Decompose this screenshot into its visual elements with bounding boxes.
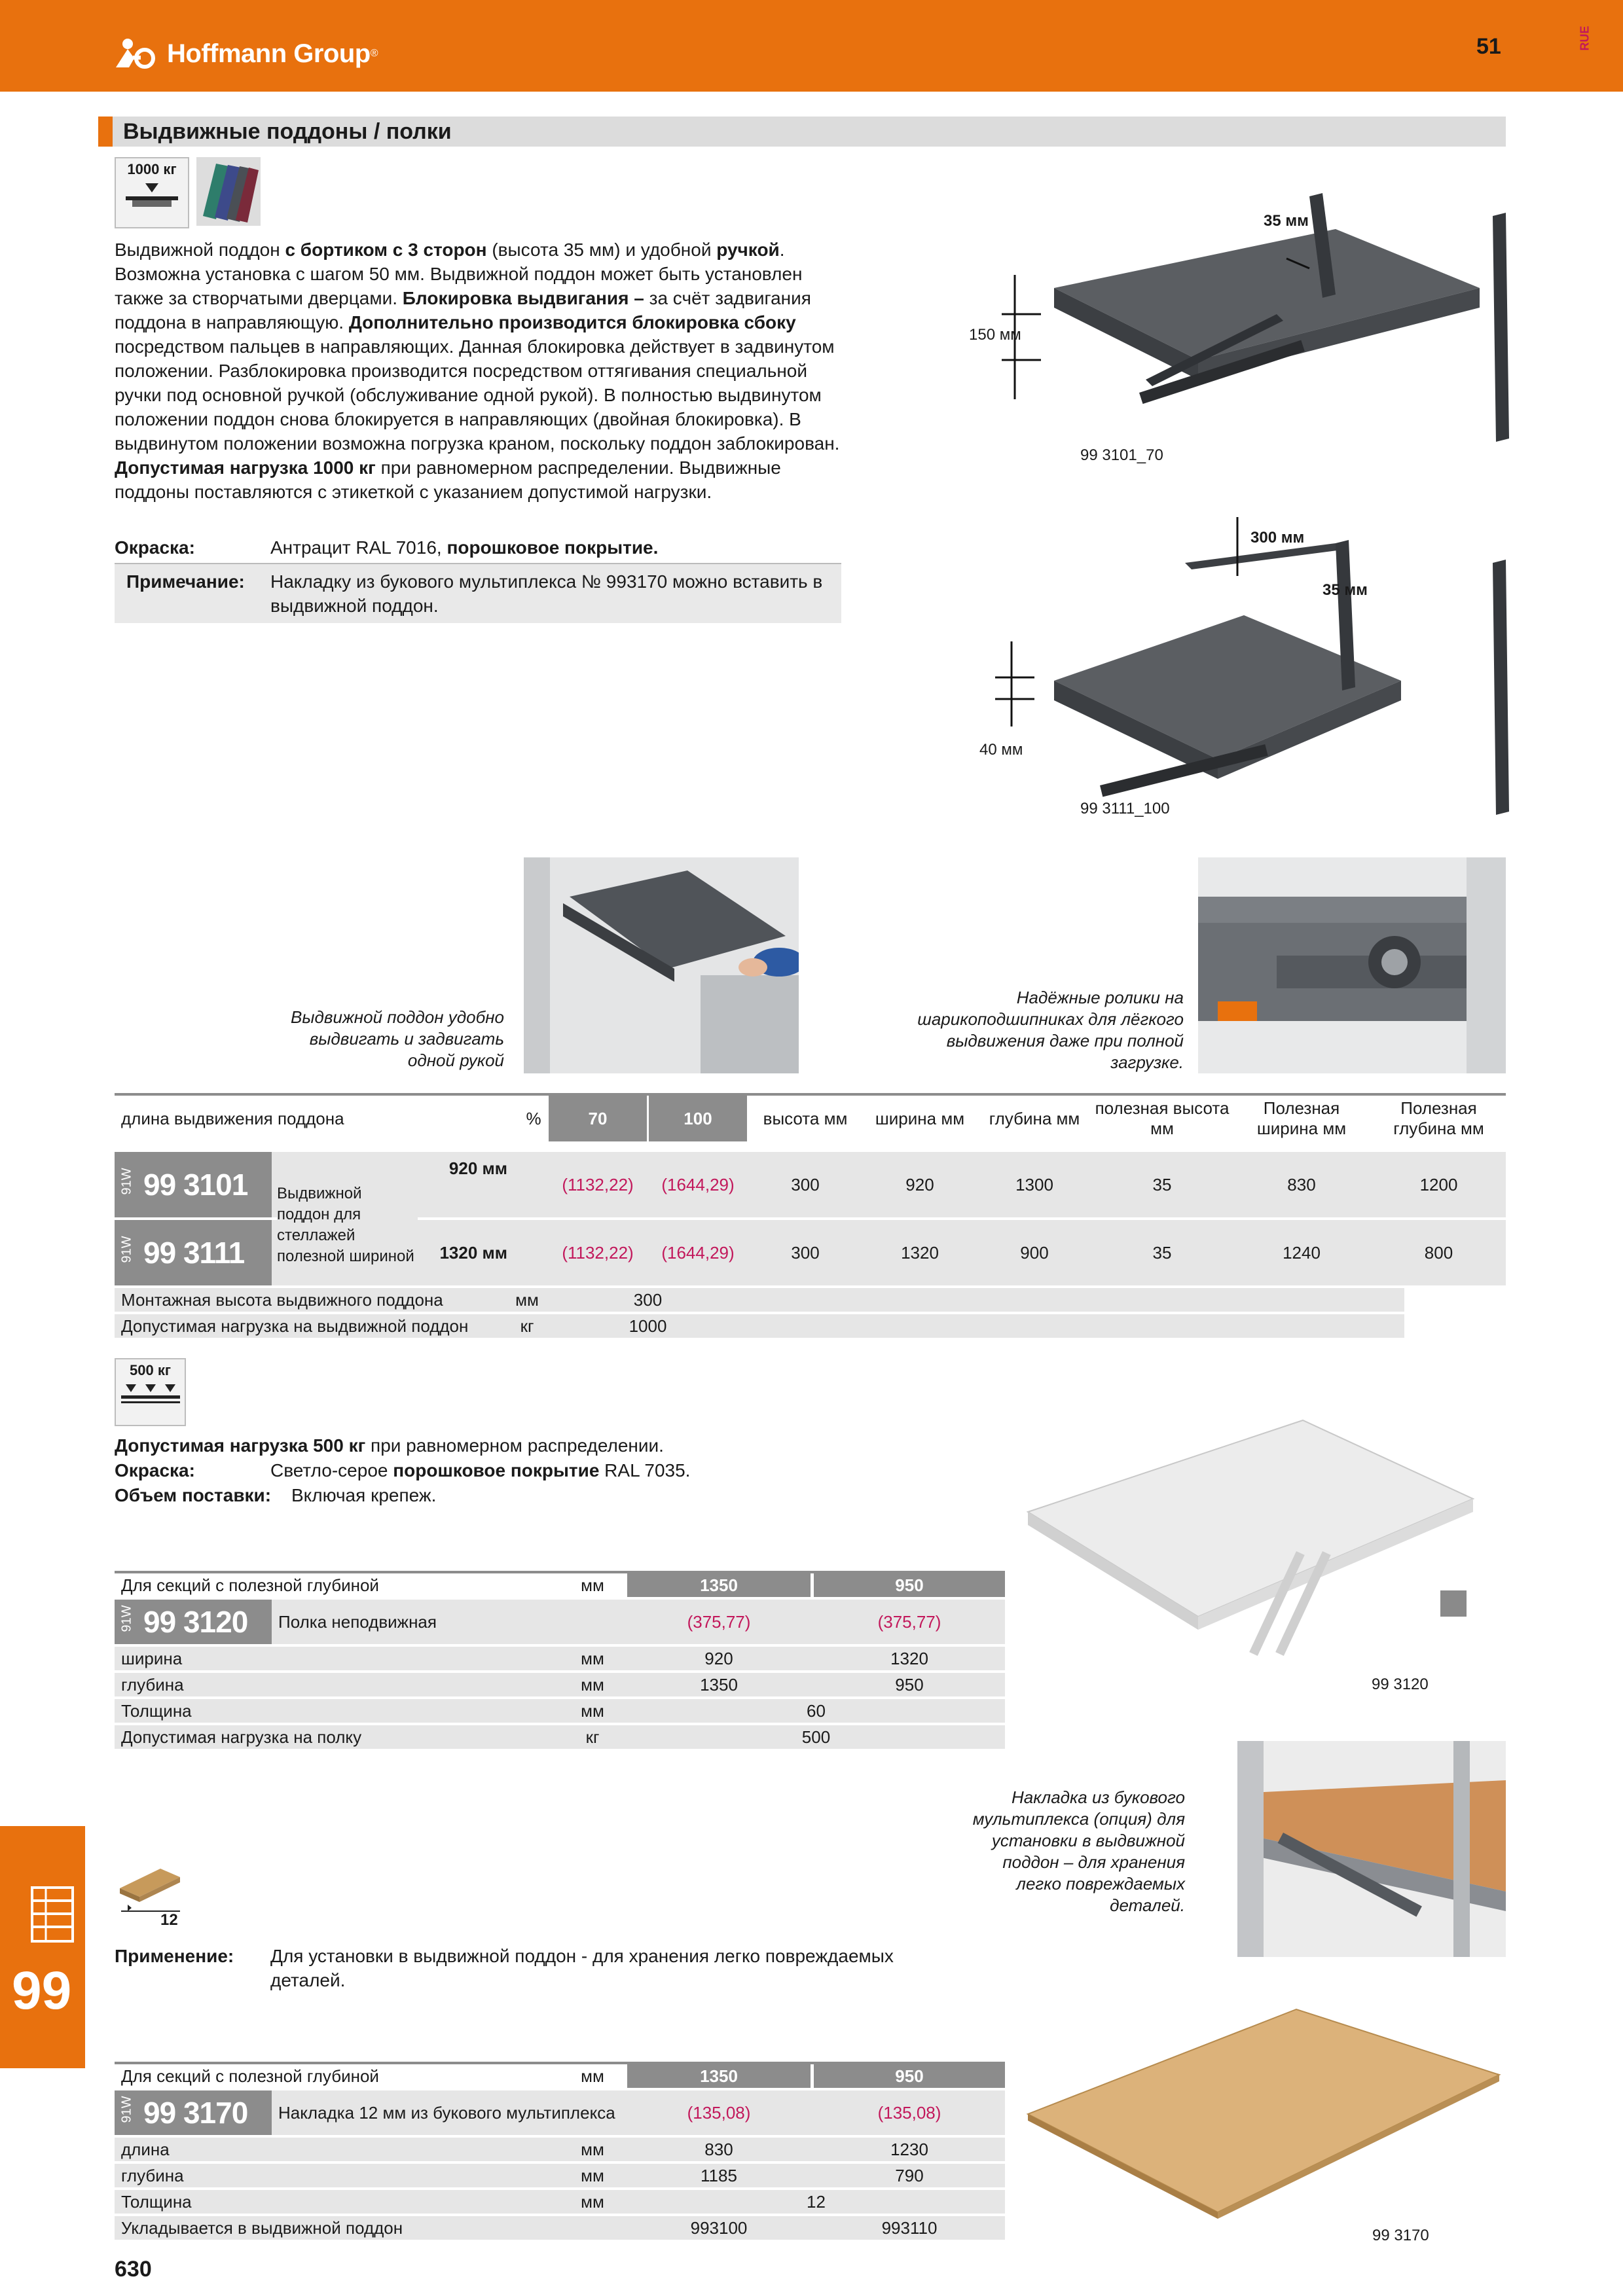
width-920: 920 мм	[448, 1158, 507, 1178]
brand-logo[interactable]: Hoffmann Group ®	[115, 34, 378, 73]
spec-v2: 1230	[890, 2139, 928, 2159]
shelf-image-993120	[1015, 1401, 1506, 1702]
spec-span: 500	[801, 1727, 831, 1747]
col-950[interactable]: 950	[814, 1573, 1005, 1597]
brand-name: Hoffmann Group	[167, 39, 371, 68]
spec-unit: кг	[585, 1727, 600, 1747]
product-name: Накладка 12 мм из букового мультиплекса	[278, 2102, 615, 2123]
image-code: 99 3120	[1372, 1676, 1429, 1693]
col-1350[interactable]: 1350	[627, 1573, 811, 1597]
color-swatches-image	[196, 157, 261, 226]
chapter-number: 99	[12, 1961, 72, 2020]
spec-v1: 1350	[700, 1674, 738, 1695]
shelf-rack-icon	[29, 1885, 75, 1944]
price-950[interactable]: (135,08)	[877, 2102, 941, 2123]
distributed-load-icon	[116, 1379, 185, 1415]
product-description: Выдвижной поддон с бортиком с 3 сторон (высота 35 мм) и удобной ручкой. Возможна установка с шагом 50 мм. Выдвижной поддон может быть установлен также за створчатыми дверцами. Блокировка выдвигания – за счёт задвигания поддона в направляющую. Дополнительно производится блокировка сбоку посредством пальцев в направляющих. Данная блокировка действует в задвинутом положении. Разблокировка производится посредством оттягивания специальной ручки под основной ручкой (обслуживание одной рукой). В полностью выдвинутом положении поддон снова блокируется в направляющих (двойная блокировка). В выдвинутом положении возможна погрузка краном, поскольку поддон заблокирован. Допустимая нагрузка 1000 кг при равномерном распределении. Выдвижные поддоны поставляются с этикеткой с указанием допустимой нагрузки.	[115, 240, 840, 502]
price-1350[interactable]: (135,08)	[687, 2102, 751, 2123]
spec-v2: 790	[895, 2165, 924, 2185]
thickness-label: 12	[160, 1911, 178, 1929]
dim-150mm: 150 мм	[969, 326, 1021, 344]
price-100[interactable]: (1644,29)	[661, 1242, 735, 1263]
spec-label: Допустимая нагрузка на полку	[121, 1727, 362, 1747]
page-number: 51	[1476, 34, 1501, 59]
shelf-paint-line: Окраска: Светло-серое порошковое покрытие RAL 7035.	[115, 1460, 691, 1480]
spec-v1: 993100	[690, 2217, 748, 2238]
image-code: 99 3101_70	[1080, 446, 1163, 464]
article-badge-993111[interactable]: 91W 99 3111	[115, 1220, 272, 1285]
dim-35mm-2: 35 мм	[1322, 581, 1368, 599]
spec-label: ширина	[121, 1648, 183, 1668]
article-badge-993101[interactable]: 91W 99 3101	[115, 1152, 272, 1217]
value-usable-depth: 1200	[1419, 1174, 1458, 1194]
tray-image-993101	[969, 164, 1519, 478]
spec-label: Толщина	[121, 1700, 192, 1721]
value-depth: 900	[1020, 1242, 1049, 1263]
col-header-height: высота мм	[763, 1108, 848, 1128]
spec-v2: 993110	[881, 2217, 938, 2238]
value-depth: 1300	[1015, 1174, 1053, 1194]
width-1320: 1320 мм	[439, 1242, 507, 1263]
spec-v1: 920	[704, 1648, 733, 1668]
value-usable-width: 830	[1287, 1174, 1316, 1194]
value-height: 300	[791, 1174, 820, 1194]
photo-plywood-in-tray	[1237, 1741, 1506, 1957]
depth-header-unit: мм	[581, 1575, 604, 1595]
value-usable-height: 35	[1152, 1174, 1172, 1194]
article-badge-993170[interactable]: 91W 99 3170	[115, 2090, 272, 2135]
col-header-travel: длина выдвижения поддона	[121, 1108, 344, 1128]
spec-label: глубина	[121, 2165, 184, 2185]
dim-40mm: 40 мм	[979, 741, 1023, 759]
spec-unit: мм	[581, 1674, 604, 1695]
image-code: 99 3111_100	[1080, 800, 1170, 817]
plywood-thickness-icon	[115, 1865, 183, 1931]
photo-caption-handle: Выдвижной поддон удобно выдвигать и задвигать одной рукой	[291, 1007, 504, 1070]
col-header-width: ширина мм	[875, 1108, 965, 1128]
col-header-pct: %	[526, 1108, 541, 1128]
table-fixed-shelf	[115, 1571, 1005, 1754]
shelf-load-line: Допустимая нагрузка 500 кг при равномерном распределении.	[115, 1435, 664, 1456]
note-box: Примечание: Накладку из букового мультиплекса № 993170 можно вставить в выдвижной поддон.	[115, 563, 841, 623]
max-load-label: Допустимая нагрузка на выдвижной поддон	[121, 1316, 469, 1336]
price-950[interactable]: (375,77)	[877, 1611, 941, 1632]
dim-35mm: 35 мм	[1264, 212, 1309, 230]
price-1350[interactable]: (375,77)	[687, 1611, 751, 1632]
paint-row: Окраска: Антрацит RAL 7016, порошковое покрытие.	[115, 537, 659, 558]
col-header-100[interactable]: 100	[649, 1096, 747, 1141]
price-70[interactable]: (1132,22)	[562, 1174, 634, 1194]
photo-ball-bearings	[1198, 857, 1506, 1073]
max-load-value: 1000	[629, 1316, 667, 1336]
product-name: Полка неподвижная	[278, 1611, 437, 1632]
col-1350[interactable]: 1350	[627, 2064, 811, 2088]
load-arrow-icon	[116, 178, 188, 217]
photo-caption-plywood: Накладка из букового мультиплекса (опция) для установки в выдвижной поддон – для хранения легко повреждаемых деталей.	[972, 1787, 1185, 1915]
table-trays	[115, 1093, 1506, 1342]
load-1000-badge: 1000 кг	[115, 157, 189, 228]
image-code: 99 3170	[1372, 2227, 1429, 2244]
mount-height-unit: мм	[515, 1289, 539, 1310]
spec-v1: 1185	[701, 2165, 737, 2185]
mount-height-label: Монтажная высота выдвижного поддона	[121, 1289, 443, 1310]
chapter-tab[interactable]	[0, 1826, 85, 2068]
col-950[interactable]: 950	[814, 2064, 1005, 2088]
price-70[interactable]: (1132,22)	[562, 1242, 634, 1263]
photo-handle-operation	[524, 857, 799, 1073]
col-header-depth: глубина мм	[989, 1108, 1080, 1128]
plywood-image-993170	[1021, 1990, 1506, 2251]
language-code: RUE	[1578, 26, 1592, 51]
max-load-unit: кг	[520, 1316, 534, 1336]
hoffmann-logo-icon	[115, 37, 160, 70]
spec-unit: мм	[581, 1700, 604, 1721]
dim-300mm: 300 мм	[1250, 529, 1305, 547]
spec-label: Толщина	[121, 2191, 192, 2212]
spec-label: Укладывается в выдвижной поддон	[121, 2217, 403, 2238]
spec-v2: 1320	[890, 1648, 928, 1668]
depth-header-label: Для секций с полезной глубиной	[121, 2066, 379, 2086]
mount-height-value: 300	[633, 1289, 663, 1310]
load-500-badge: 500 кг	[115, 1358, 186, 1426]
depth-header-label: Для секций с полезной глубиной	[121, 1575, 379, 1595]
value-usable-height: 35	[1152, 1242, 1172, 1263]
spec-v2: 950	[895, 1674, 924, 1695]
tray-image-993111	[969, 511, 1519, 825]
spec-unit: мм	[581, 2191, 604, 2212]
footer-page-number: 630	[115, 2257, 152, 2282]
col-header-usable-depth: Полезная глубина мм	[1393, 1098, 1484, 1138]
col-header-usable-height: полезная высота мм	[1095, 1098, 1230, 1138]
spec-unit: мм	[581, 1648, 604, 1668]
spec-v1: 830	[704, 2139, 733, 2159]
section-title: Выдвижные поддоны / полки	[123, 119, 452, 144]
spec-unit: мм	[581, 2139, 604, 2159]
spec-span: 12	[807, 2191, 826, 2212]
shelf-scope-line: Объем поставки: Включая крепеж.	[115, 1485, 437, 1505]
application-row: Применение: Для установки в выдвижной поддон - для хранения легко повреждаемых деталей.	[115, 1946, 894, 1990]
section-title-bar	[98, 117, 1506, 147]
col-header-70[interactable]: 70	[549, 1096, 647, 1141]
col-header-usable-width: Полезная ширина мм	[1256, 1098, 1347, 1138]
table-plywood-insert	[115, 2062, 1005, 2245]
value-height: 300	[791, 1242, 820, 1263]
value-usable-width: 1240	[1283, 1242, 1321, 1263]
spec-label: длина	[121, 2139, 170, 2159]
article-badge-993120[interactable]: 91W 99 3120	[115, 1600, 272, 1644]
spec-unit: мм	[581, 2165, 604, 2185]
tray-description: Выдвижной поддон для стеллажей полезной шириной	[277, 1183, 418, 1267]
value-width: 1320	[901, 1242, 939, 1263]
photo-caption-bearings: Надёжные ролики на шарикоподшипниках для лёгкого выдвижения даже при полной загрузке.	[917, 988, 1184, 1072]
value-width: 920	[905, 1174, 934, 1194]
depth-header-unit: мм	[581, 2066, 604, 2086]
value-usable-depth: 800	[1424, 1242, 1453, 1263]
spec-span: 60	[807, 1700, 826, 1721]
price-100[interactable]: (1644,29)	[661, 1174, 735, 1194]
spec-label: глубина	[121, 1674, 184, 1695]
